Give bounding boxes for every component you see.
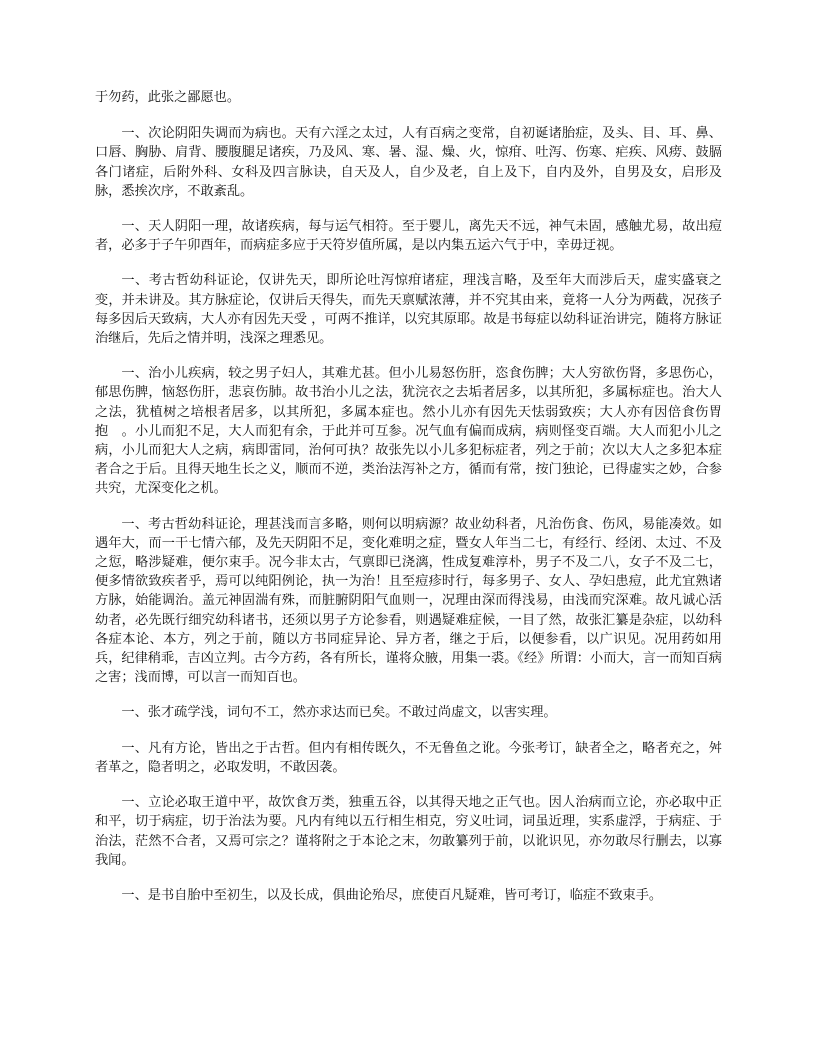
paragraph-treating-children: 一、治小儿疾病，较之男子妇人，其难尤甚。但小儿易怒伤肝，恣食伤脾；大人穷欲伤肾，多思伤心，郁思伤脾，恼怒伤肝，悲哀伤肺。故书治小儿之法，犹浣衣之去垢者居多，以其所犯，多属标症也。治大人之法，犹植树之培根者居多，以其所犯，多属本症也。然小儿亦有因先天怯弱致疾；大人亦有因倍食伤胃抱 。小儿而犯不足，大人而犯有余，于此并可互参。况气血有偏而成病，病则怪变百端。大人而犯小儿之病，小儿而犯大人之病，病即雷同，治何可执？故张先以小儿多犯标症者，列之于前；次以大人之多犯本症者合之于后。且得天地生长之义，顺而不逆，类治法泻补之方，循而有常，按门独论，已得虚实之妙，合参共究，尤深变化之机。 (95, 366, 722, 497)
paragraph-yin-yang-imbalance: 一、次论阴阳失调而为病也。天有六淫之太过，人有百病之变常，自初诞诸胎症，及头、目、耳、鼻、口唇、胸胁、肩背、腰腹腿足诸疾，乃及风、寒、暑、湿、燥、火，惊疳、吐泻、伤寒、疟疾、风痨、鼓膈各门诸症，后附外科、女科及四言脉诀，自天及人，自少及老，自上及下，自内及外，自男及女，启形及脉，悉挨次序，不敢紊乱。 (95, 126, 722, 199)
paragraph-continuation: 于勿药，此张之鄙愿也。 (95, 90, 241, 105)
paragraph-heaven-human-qi: 一、天人阴阳一理，故诸疾病，每与运气相符。至于婴儿，离先天不远，神气未固，感触尤易，故出痘者，必多于子午卯酉年，而病症多应于天符岁值所属，是以内集五运六气于中，幸毋迂视。 (95, 219, 722, 254)
paragraph-book-scope: 一、是书自胎中至初生，以及长成，俱曲论殆尽，庶使百凡疑难，皆可考订，临症不致束手。 (121, 887, 663, 903)
paragraph-pediatric-study: 一、考古哲幼科证论，理甚浅而言多略，则何以明病源？故业幼科者，凡治伤食、伤风，易能凑效。如遇年大，而一干七情六郁，及先天阴阳不足，变化难明之症，暨女人年当二七，有经行、经闭、太过、不及之愆，略涉疑难，便尔束手。况今非太古，气禀即已浇漓，性成复难淳朴，男子不及二八，女子不及二七，便多情欲致疾者乎，焉可以纯阳例论，执一为治！且至痘疹时行，每多男子、女人、孕妇患痘，此尤宜熟诸方脉，始能调治。盖元神固湍有殊，而脏腑阴阳气血则一，况理由深而得浅易，由浅而究深难。故凡诚心活幼者，必先既行细究幼科诸书，还须以男子方论参看，则遇疑难症候，一目了然，故张汇纂是杂症，以幼科各症本论、本方，列之于前，随以方书同症异论、异方者，继之于后，以便参看，以广识见。况用药如用兵，纪律稍乖，吉凶立判。古今方药，各有所长，谨将众腋，用集一裘。《经》所谓：小而大，言一而知百病之害；浅而博，可以言一而知百也。 (95, 516, 722, 686)
document-page (95, 88, 722, 921)
paragraph-formula-sources: 一、凡有方论，皆出之于古哲。但内有相传既久，不无鲁鱼之讹。今张考订，缺者全之，略者充之，舛者革之，隐者明之，必取发明，不敢因袭。 (95, 740, 722, 775)
paragraph-balanced-theory: 一、立论必取王道中平，故饮食万类，独重五谷，以其得天地之正气也。因人治病而立论，亦必取中正和平，切于病症，切于治法为要。凡内有纯以五行相生相克，穷义吐词，词虽近理，实系虚浮，于病症、于治法，茫然不合者，又焉可宗之？谨将附之于本论之末，勿敢纂列于前，以讹识见，亦勿敢尽行删去，以寡我闻。 (95, 795, 722, 868)
paragraph-author-modesty: 一、张才疏学浅，词句不工，然亦求达而已矣。不敢过尚虚文，以害实理。 (121, 705, 557, 721)
paragraph-pediatric-theory: 一、考古哲幼科证论，仅讲先天，即所论吐泻惊疳诸症，理浅言略，及至年大而涉后天，虚实盛衰之变，并未讲及。其方脉症论，仅讲后天得失，而先天禀赋浓薄，并不究其由来，竟将一人分为两截，况孩子每多因后天致病，大人亦有因先天受 ，可两不推详，以究其原耶。故是书每症以幼科证治讲完，随将方脉证治继后，先后之情并明，浅深之理悉见。 (95, 273, 722, 347)
